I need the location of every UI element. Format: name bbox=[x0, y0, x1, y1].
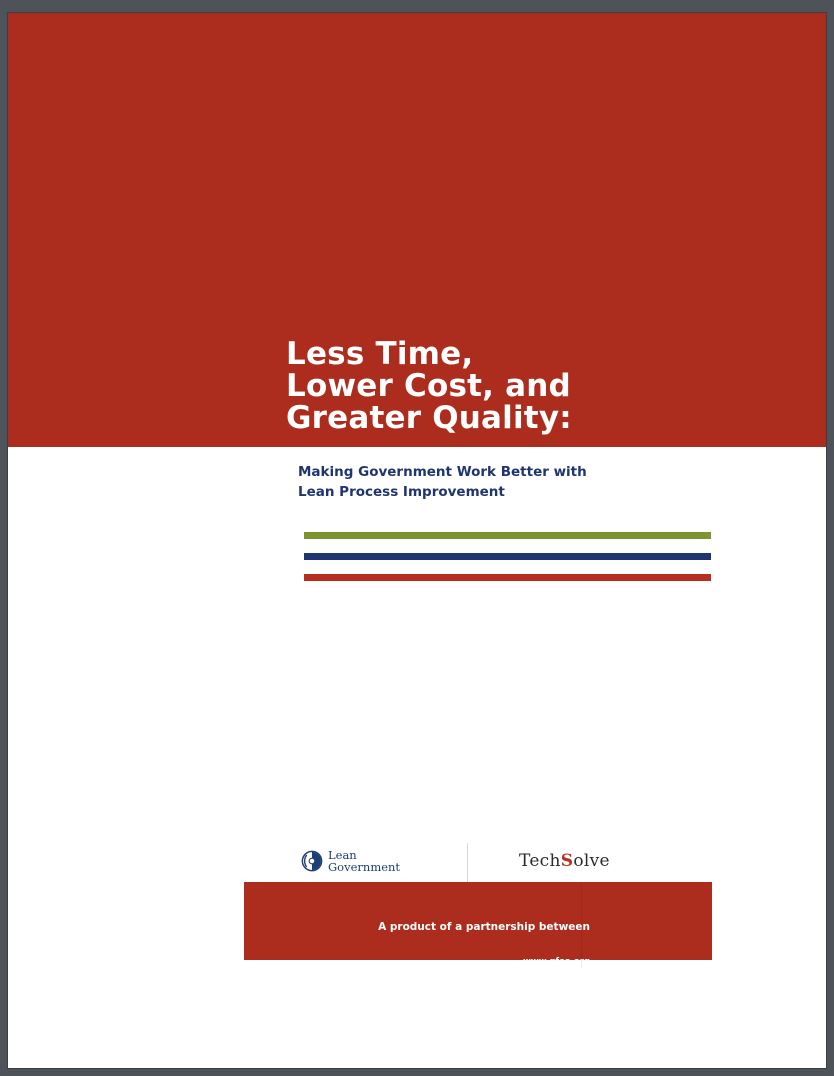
subtitle-line-2: Lean Process Improvement bbox=[298, 483, 505, 500]
partnership-line-2: the Government Finance Officers Association bbox=[323, 964, 590, 977]
techsolve-prefix: Tech bbox=[519, 851, 561, 871]
page-title bbox=[286, 338, 786, 434]
decorative-rules bbox=[304, 532, 711, 595]
cover-page bbox=[8, 13, 826, 1068]
partnership-footer bbox=[244, 882, 712, 1020]
partnership-line-3: and TechSolve. bbox=[501, 1008, 590, 1020]
lean-government-wordmark bbox=[328, 849, 400, 873]
techsolve-logo bbox=[519, 851, 610, 871]
title-line-3: Greater Quality: bbox=[286, 400, 572, 436]
lean-logo-line-2: Government bbox=[328, 860, 401, 874]
techsolve-suffix: olve bbox=[573, 851, 610, 871]
partner-urls bbox=[498, 935, 590, 1023]
partnership-line-1: A product of a partnership between bbox=[378, 921, 590, 933]
red-rule bbox=[304, 574, 711, 581]
green-rule bbox=[304, 532, 711, 539]
gfoa-url[interactable]: www.gfoa.org bbox=[523, 957, 590, 967]
lean-government-mark-icon bbox=[301, 850, 323, 872]
subtitle-line-1: Making Government Work Better with bbox=[298, 464, 587, 480]
techsolve-url[interactable]: www.techsolve.org bbox=[498, 990, 590, 1000]
title-line-1: Less Time, bbox=[286, 336, 474, 372]
lean-logo-line-1: Lean bbox=[328, 848, 357, 862]
footer-seam bbox=[581, 882, 582, 968]
navy-rule bbox=[304, 553, 711, 560]
logo-divider bbox=[467, 843, 468, 885]
partner-logos bbox=[244, 843, 712, 885]
title-line-2: Lower Cost, and bbox=[286, 368, 571, 404]
techsolve-accent-letter: S bbox=[560, 851, 574, 871]
lean-government-logo bbox=[301, 849, 400, 873]
banner-bottom-edge bbox=[8, 447, 826, 451]
page-subtitle bbox=[298, 463, 718, 502]
